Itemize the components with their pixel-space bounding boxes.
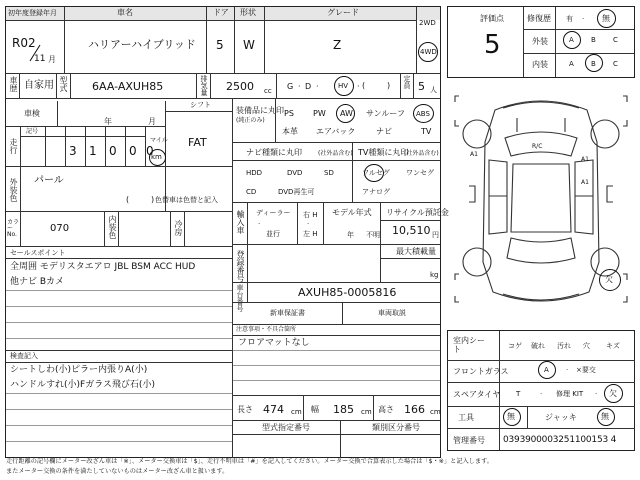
tv-type-label: TV種類に丸印	[358, 148, 409, 157]
reg-number-label: 登録番号	[236, 250, 245, 282]
handle-right: 右 H	[303, 211, 318, 219]
front-glass-replace: ×要交	[576, 366, 596, 374]
spare-t: T	[516, 390, 521, 398]
drive-4wd: 4WD	[420, 48, 437, 56]
width-unit: cm	[361, 408, 372, 416]
mileage-digit-4: 0	[129, 144, 137, 158]
inspection-label: 車検	[24, 109, 40, 118]
reg-month-unit: 月	[48, 55, 56, 64]
jack-label: ジャッキ	[545, 413, 577, 422]
cc-unit: cc	[264, 87, 272, 95]
sales-point-line-1: 全周囲 モデリスタエアロ JBL BSM ACC HUD	[10, 262, 196, 272]
fuel-hv: HV	[338, 82, 349, 90]
mileage-digit-3: 0	[109, 144, 117, 158]
missing-mark: 欠	[605, 275, 613, 284]
length-value: 474	[263, 403, 284, 416]
jack-value: 無	[601, 412, 609, 421]
width-value: 185	[333, 403, 354, 416]
navi-type-sub: (社外品含む)	[318, 150, 353, 157]
reg-date-label: 初年度登録年月	[8, 9, 57, 17]
chassis-label: 車台番号	[236, 284, 244, 312]
mileage-digit-1: 3	[69, 144, 77, 158]
mileage-symbol-label: 記号	[26, 128, 39, 135]
equip-leather: 本革	[282, 127, 298, 136]
chassis-number: AXUH85-0005816	[298, 286, 397, 299]
repair-no: 無	[602, 14, 610, 23]
spare-tire-label: スペアタイヤ	[453, 390, 501, 399]
navi-hdd: HDD	[246, 169, 263, 177]
exterior-grade-b: B	[591, 36, 596, 44]
sheet-burn: コゲ	[508, 342, 522, 350]
km-unit: km	[151, 153, 162, 161]
recycle-yen: 円	[432, 231, 439, 239]
import-label: 輸入車	[236, 210, 245, 234]
exterior-grade-label: 外装	[532, 37, 548, 46]
exterior-grade-a: A	[569, 36, 574, 44]
model-year-year: 年	[347, 231, 354, 239]
navi-sd: SD	[324, 169, 334, 177]
equip-navi: ナビ	[376, 127, 392, 136]
equip-tv: TV	[421, 127, 432, 136]
usage-label: 車歴	[9, 76, 18, 92]
max-load-label: 最大積載量	[396, 247, 436, 256]
footer-note-1: 走行距離の記号欄にメーター改ざん車は「※」、メーター交換車は「$」、走行不明車は「#」を記入してください。メーター交換で合算表示した場合は「$・※」と記入します。	[6, 458, 493, 465]
new-car-warranty: 新車保証書	[270, 309, 305, 317]
spare-repair-kit: 修理 KIT	[556, 390, 584, 398]
recycle-fee-label: リサイクル預託金	[386, 208, 449, 217]
aircon-label: 冷房	[174, 220, 183, 236]
import-parallel: 並行	[266, 230, 280, 238]
height-unit: cm	[430, 408, 441, 416]
tv-fullseg: フルセグ	[362, 169, 390, 177]
handle-left: 左 H	[303, 230, 318, 238]
shift-value: FAT	[188, 136, 207, 149]
spare-missing: 欠	[609, 389, 617, 398]
fuel-g: G	[287, 82, 294, 91]
shape-label: 形状	[240, 8, 256, 17]
grade-value: Z	[333, 38, 342, 52]
interior-grade-b: B	[591, 60, 596, 68]
inspection-year-unit: 年	[104, 117, 112, 126]
type-label: 型式	[59, 76, 68, 92]
equip-ps: PS	[284, 109, 294, 118]
tools-value: 無	[507, 412, 515, 421]
capacity-label: 定員	[403, 75, 411, 89]
model-cert-label: 型式指定番号	[262, 423, 310, 432]
color-label: 外装色	[9, 178, 18, 202]
front-glass-a: A	[544, 366, 549, 374]
notes-text: フロアマットなし	[238, 338, 310, 348]
sheet-stain: 汚れ	[557, 342, 571, 350]
navi-cd: CD	[246, 188, 257, 196]
max-load-unit: kg	[430, 271, 439, 279]
sheet-hole: 穴	[583, 342, 590, 350]
owners-manual: 車両取説	[378, 309, 406, 317]
spare-dot1: ·	[540, 390, 543, 398]
repair-dot: ·	[582, 15, 585, 23]
tv-type-sub: (社外品含む)	[404, 150, 439, 157]
damage-mark-left-a1: A1	[470, 151, 478, 158]
equip-airbag: エアバック	[316, 127, 356, 136]
displacement: 2500	[226, 80, 254, 93]
damage-mark-roof: R/C	[532, 143, 543, 150]
navi-dvd-playback: DVD再生可	[278, 188, 315, 196]
inspector-line-2: ハンドルすれ(小)Fガラス飛び石(小)	[10, 380, 155, 390]
color-paren-close: )	[151, 195, 155, 204]
interior-color-label: 内装色	[108, 215, 117, 239]
fuel-d: D	[305, 82, 312, 91]
height-value: 166	[404, 403, 425, 416]
sheet-tear: 破れ	[531, 342, 545, 350]
equip-abs: ABS	[416, 110, 430, 118]
control-number: 0393900003251100153 4	[503, 435, 617, 445]
equip-pw: PW	[313, 109, 326, 118]
sales-point-line-2: 他ナビ Bカメ	[10, 277, 65, 287]
fuel-dot1: ·	[298, 82, 301, 91]
model-year-unknown: 不明	[366, 231, 380, 239]
repair-yes: 有	[566, 15, 573, 23]
drive-2wd-label: 2WD	[419, 19, 436, 27]
interior-grade-c: C	[613, 60, 618, 68]
tv-oneseg: ワンセグ	[406, 169, 434, 177]
exterior-color: パール	[34, 175, 64, 186]
front-glass-dot: ·	[566, 366, 569, 374]
height-label: 高さ	[378, 405, 394, 414]
fuel-dot2: ·	[316, 82, 319, 91]
interior-grade-label: 内装	[532, 60, 548, 69]
control-number-label: 管理番号	[453, 436, 485, 445]
import-dealer: ディーラー	[256, 209, 291, 217]
interior-sheet-label: 室内シート	[453, 336, 485, 354]
damage-mark-right-a1-lower: A1	[581, 179, 589, 186]
repair-history-label: 修復歴	[527, 14, 551, 23]
color-paren-open: (	[126, 195, 130, 204]
model-year-label: モデル年式	[332, 208, 372, 217]
month-slash	[28, 44, 42, 62]
usage-value: 自家用	[24, 80, 54, 91]
mile-unit-label: マイル	[150, 137, 168, 144]
color-no-label: カラーNo.	[7, 219, 20, 238]
sheet-scratch: キズ	[606, 342, 620, 350]
inspector-line-1: シートしわ(小)ピラー内張りA(小)	[10, 365, 148, 375]
length-unit: cm	[291, 408, 302, 416]
reg-year: R02	[12, 36, 36, 50]
equip-aw: AW	[340, 109, 353, 118]
handle-dot: ·	[307, 220, 310, 228]
navi-type-label: ナビ種類に丸印	[246, 148, 302, 157]
model-name: ハリアーハイブリッド	[88, 38, 196, 51]
shift-label: シフト	[190, 101, 211, 109]
equipment-sub: (純正のみ)	[236, 117, 265, 124]
spare-dot2: ·	[595, 390, 598, 398]
import-dot: ·	[258, 220, 261, 228]
inspector-label: 検査記入	[10, 352, 38, 360]
exterior-grade-c: C	[613, 36, 618, 44]
length-label: 長さ	[237, 405, 253, 414]
capacity-unit: 人	[430, 86, 437, 94]
navi-dvd: DVD	[287, 169, 303, 177]
interior-grade-a: A	[569, 60, 574, 68]
tools-label: 工具	[458, 413, 474, 422]
front-glass-label: フロントガラス	[453, 367, 509, 376]
damage-mark-right-a1-upper: A1	[581, 156, 589, 163]
inspection-month-unit: 月	[148, 117, 156, 126]
reg-month-value: 11	[34, 54, 46, 64]
body-shape: W	[243, 38, 255, 52]
fuel-paren-close: )	[387, 81, 391, 90]
tv-analog: アナログ	[362, 188, 390, 196]
equipment-label: 装備品に丸印	[236, 106, 284, 115]
footer-note-2: またメーター交換の条件を満たしていないものはメーター改ざん車と扱います。	[6, 468, 229, 475]
door-count: 5	[216, 38, 224, 52]
score-value: 5	[484, 30, 501, 60]
capacity: 5	[418, 80, 425, 93]
model-name-label: 車名	[117, 8, 133, 17]
color-number: 070	[50, 223, 70, 234]
color-change-note: 色替車は色替と記入	[155, 196, 218, 204]
mileage-digit-2: 1	[89, 144, 97, 158]
model-type: 6AA-AXUH85	[92, 80, 164, 93]
category-label: 類別区分番号	[372, 423, 420, 432]
mileage-digit-5: 0	[146, 144, 154, 158]
equip-sunroof: サンルーフ	[366, 109, 405, 118]
fuel-dot3: ·	[357, 82, 360, 91]
recycle-fee: 10,510	[392, 224, 431, 237]
fuel-paren-open: (	[362, 81, 366, 90]
door-label: ドア	[213, 8, 229, 17]
sales-point-label: セールスポイント	[10, 249, 66, 257]
width-label: 幅	[311, 405, 319, 414]
displacement-label: 排気量	[200, 75, 208, 96]
notes-label: 注意事項・不具合箇所	[236, 326, 297, 333]
grade-label: グレード	[327, 8, 359, 17]
mileage-label: 走行	[9, 138, 18, 154]
score-label: 評価点	[480, 14, 504, 23]
